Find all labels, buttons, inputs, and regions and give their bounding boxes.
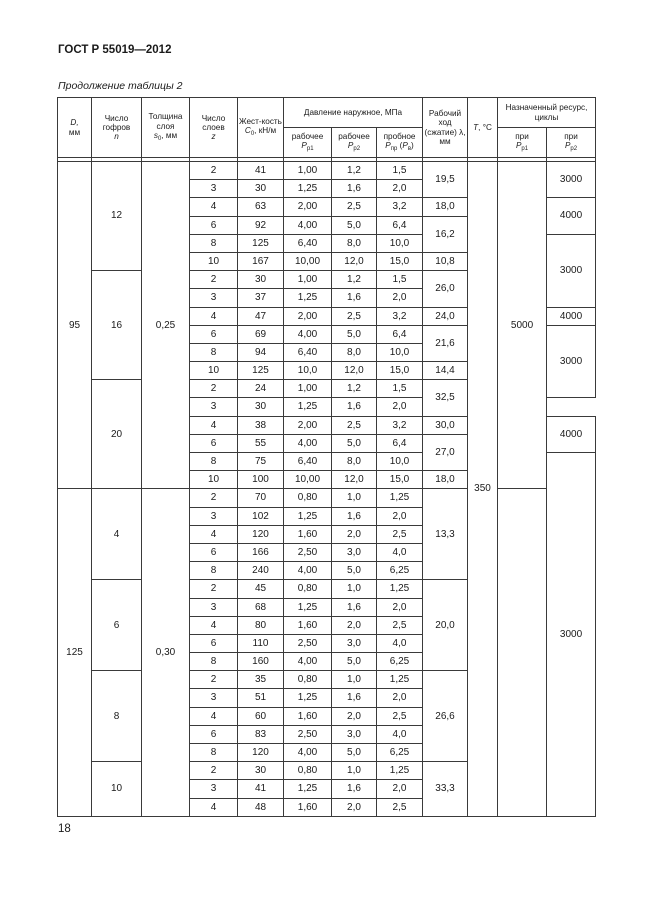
p1-cell: 0,80 bbox=[284, 671, 332, 689]
diameter-cell: 125 bbox=[58, 489, 92, 816]
ptest-cell: 15,0 bbox=[377, 471, 423, 489]
stiffness-cell: 37 bbox=[238, 289, 284, 307]
layers-cell: 3 bbox=[190, 780, 238, 798]
stroke-cell: 13,3 bbox=[423, 489, 468, 580]
layers-cell: 4 bbox=[190, 525, 238, 543]
p2-cell: 1,2 bbox=[332, 162, 377, 180]
stroke-cell: 33,3 bbox=[423, 762, 468, 817]
ptest-cell: 4,0 bbox=[377, 543, 423, 561]
ptest-cell: 10,0 bbox=[377, 234, 423, 252]
p1-cell: 6,40 bbox=[284, 234, 332, 252]
layers-cell: 10 bbox=[190, 471, 238, 489]
stroke-cell: 19,5 bbox=[423, 162, 468, 198]
p1-cell: 4,00 bbox=[284, 325, 332, 343]
layers-cell: 2 bbox=[190, 671, 238, 689]
stiffness-cell: 45 bbox=[238, 580, 284, 598]
ptest-cell: 3,2 bbox=[377, 307, 423, 325]
header-corrugations: Число гофров n bbox=[92, 98, 142, 158]
p1-cell: 10,00 bbox=[284, 252, 332, 270]
ptest-cell: 15,0 bbox=[377, 252, 423, 270]
document-standard: ГОСТ Р 55019—2012 bbox=[58, 44, 172, 56]
p1-cell: 2,00 bbox=[284, 198, 332, 216]
p2-cell: 2,5 bbox=[332, 307, 377, 325]
ptest-cell: 6,4 bbox=[377, 434, 423, 452]
p1-cell: 0,80 bbox=[284, 762, 332, 780]
layers-cell: 4 bbox=[190, 616, 238, 634]
p2-cell: 1,6 bbox=[332, 598, 377, 616]
spec-table bbox=[57, 97, 596, 817]
p2-cell: 2,0 bbox=[332, 616, 377, 634]
stiffness-cell: 35 bbox=[238, 671, 284, 689]
layers-cell: 8 bbox=[190, 562, 238, 580]
layers-cell: 4 bbox=[190, 307, 238, 325]
ptest-cell: 1,25 bbox=[377, 671, 423, 689]
layers-cell: 6 bbox=[190, 325, 238, 343]
p1-cell: 2,50 bbox=[284, 634, 332, 652]
layers-cell: 8 bbox=[190, 744, 238, 762]
stiffness-cell: 48 bbox=[238, 798, 284, 816]
p2-cell: 8,0 bbox=[332, 234, 377, 252]
stiffness-cell: 47 bbox=[238, 307, 284, 325]
p1-cell: 1,60 bbox=[284, 707, 332, 725]
layers-cell: 6 bbox=[190, 434, 238, 452]
corrugations-cell: 4 bbox=[92, 489, 142, 580]
stiffness-cell: 120 bbox=[238, 525, 284, 543]
layers-cell: 3 bbox=[190, 180, 238, 198]
life-p2-cell: 3000 bbox=[547, 325, 596, 398]
p1-cell: 4,00 bbox=[284, 744, 332, 762]
p2-cell: 5,0 bbox=[332, 216, 377, 234]
p1-cell: 1,60 bbox=[284, 616, 332, 634]
p2-cell: 1,0 bbox=[332, 671, 377, 689]
p2-cell: 2,5 bbox=[332, 416, 377, 434]
p2-cell: 8,0 bbox=[332, 343, 377, 361]
p2-cell: 5,0 bbox=[332, 653, 377, 671]
header-d: D, мм bbox=[58, 98, 92, 158]
p1-cell: 2,00 bbox=[284, 416, 332, 434]
layers-cell: 2 bbox=[190, 380, 238, 398]
layers-cell: 8 bbox=[190, 653, 238, 671]
corrugations-cell: 20 bbox=[92, 380, 142, 489]
ptest-cell: 3,2 bbox=[377, 198, 423, 216]
stiffness-cell: 51 bbox=[238, 689, 284, 707]
ptest-cell: 2,0 bbox=[377, 780, 423, 798]
life-p2-cell: 3000 bbox=[547, 162, 596, 198]
table-row bbox=[58, 162, 596, 180]
ptest-cell: 2,0 bbox=[377, 289, 423, 307]
ptest-cell: 1,25 bbox=[377, 762, 423, 780]
stiffness-cell: 167 bbox=[238, 252, 284, 270]
stiffness-cell: 70 bbox=[238, 489, 284, 507]
ptest-cell: 15,0 bbox=[377, 362, 423, 380]
header-life-p2: при $P_{р2}$ bbox=[547, 128, 596, 158]
p1-cell: 2,50 bbox=[284, 543, 332, 561]
stroke-cell: 20,0 bbox=[423, 580, 468, 671]
stroke-cell: 26,6 bbox=[423, 671, 468, 762]
ptest-cell: 2,0 bbox=[377, 180, 423, 198]
p2-cell: 2,0 bbox=[332, 798, 377, 816]
corrugations-cell: 6 bbox=[92, 580, 142, 671]
ptest-cell: 4,0 bbox=[377, 725, 423, 743]
layers-cell: 2 bbox=[190, 489, 238, 507]
p2-cell: 2,5 bbox=[332, 198, 377, 216]
p1-cell: 10,00 bbox=[284, 471, 332, 489]
p1-cell: 4,00 bbox=[284, 216, 332, 234]
life-p1-cell: 5000 bbox=[498, 162, 547, 489]
stiffness-cell: 75 bbox=[238, 453, 284, 471]
p2-cell: 1,6 bbox=[332, 780, 377, 798]
p1-cell: 1,25 bbox=[284, 180, 332, 198]
ptest-cell: 1,5 bbox=[377, 162, 423, 180]
p2-cell: 1,0 bbox=[332, 580, 377, 598]
layers-cell: 4 bbox=[190, 198, 238, 216]
corrugations-cell: 12 bbox=[92, 162, 142, 271]
stroke-cell: 10,8 bbox=[423, 252, 468, 270]
life-p2-cell: 4000 bbox=[547, 307, 596, 325]
p1-cell: 1,60 bbox=[284, 798, 332, 816]
layers-cell: 8 bbox=[190, 453, 238, 471]
layers-cell: 6 bbox=[190, 725, 238, 743]
ptest-cell: 2,0 bbox=[377, 398, 423, 416]
p1-cell: 2,00 bbox=[284, 307, 332, 325]
stiffness-cell: 160 bbox=[238, 653, 284, 671]
p2-cell: 1,6 bbox=[332, 289, 377, 307]
stroke-cell: 26,0 bbox=[423, 271, 468, 307]
stiffness-cell: 38 bbox=[238, 416, 284, 434]
layers-cell: 8 bbox=[190, 343, 238, 361]
ptest-cell: 2,0 bbox=[377, 689, 423, 707]
stiffness-cell: 110 bbox=[238, 634, 284, 652]
ptest-cell: 2,5 bbox=[377, 707, 423, 725]
ptest-cell: 1,5 bbox=[377, 380, 423, 398]
p2-cell: 3,0 bbox=[332, 634, 377, 652]
stiffness-cell: 125 bbox=[238, 362, 284, 380]
layers-cell: 2 bbox=[190, 762, 238, 780]
p2-cell: 8,0 bbox=[332, 453, 377, 471]
p2-cell: 1,0 bbox=[332, 489, 377, 507]
p1-cell: 4,00 bbox=[284, 653, 332, 671]
layers-cell: 4 bbox=[190, 416, 238, 434]
p2-cell: 1,6 bbox=[332, 689, 377, 707]
life-p2-cell: 4000 bbox=[547, 416, 596, 452]
p2-cell: 5,0 bbox=[332, 434, 377, 452]
ptest-cell: 6,4 bbox=[377, 216, 423, 234]
header-stroke: Рабочий ход (сжатие) λ, мм bbox=[423, 98, 468, 158]
layers-cell: 10 bbox=[190, 252, 238, 270]
p1-cell: 6,40 bbox=[284, 343, 332, 361]
corrugations-cell: 8 bbox=[92, 671, 142, 762]
stiffness-cell: 120 bbox=[238, 744, 284, 762]
stiffness-cell: 94 bbox=[238, 343, 284, 361]
ptest-cell: 6,4 bbox=[377, 325, 423, 343]
stiffness-cell: 55 bbox=[238, 434, 284, 452]
p1-cell: 1,25 bbox=[284, 780, 332, 798]
stiffness-cell: 166 bbox=[238, 543, 284, 561]
p1-cell: 0,80 bbox=[284, 580, 332, 598]
layers-cell: 3 bbox=[190, 289, 238, 307]
header-p-work-1: рабочее $P_{р1}$ bbox=[284, 128, 332, 158]
p1-cell: 0,80 bbox=[284, 489, 332, 507]
header-p-test: пробное $P_{пр}$ $(P_в)$ bbox=[377, 128, 423, 158]
p2-cell: 5,0 bbox=[332, 562, 377, 580]
stroke-cell: 21,6 bbox=[423, 325, 468, 361]
layers-cell: 10 bbox=[190, 362, 238, 380]
life-p2-cell: 3000 bbox=[547, 453, 596, 817]
corrugations-cell: 10 bbox=[92, 762, 142, 817]
p2-cell: 12,0 bbox=[332, 471, 377, 489]
stiffness-cell: 83 bbox=[238, 725, 284, 743]
p1-cell: 1,60 bbox=[284, 525, 332, 543]
ptest-cell: 2,5 bbox=[377, 798, 423, 816]
ptest-cell: 3,2 bbox=[377, 416, 423, 434]
stiffness-cell: 125 bbox=[238, 234, 284, 252]
p2-cell: 1,2 bbox=[332, 271, 377, 289]
stroke-cell: 16,2 bbox=[423, 216, 468, 252]
header-life-group: Назначенный ресурс, циклы bbox=[498, 98, 596, 128]
stiffness-cell: 92 bbox=[238, 216, 284, 234]
p2-cell: 5,0 bbox=[332, 325, 377, 343]
p2-cell: 3,0 bbox=[332, 725, 377, 743]
ptest-cell: 6,25 bbox=[377, 653, 423, 671]
stiffness-cell: 69 bbox=[238, 325, 284, 343]
stroke-cell: 32,5 bbox=[423, 380, 468, 416]
p1-cell: 10,0 bbox=[284, 362, 332, 380]
stroke-cell: 30,0 bbox=[423, 416, 468, 434]
p1-cell: 1,25 bbox=[284, 598, 332, 616]
p2-cell: 1,0 bbox=[332, 762, 377, 780]
p1-cell: 1,00 bbox=[284, 162, 332, 180]
p2-cell: 12,0 bbox=[332, 362, 377, 380]
layers-cell: 4 bbox=[190, 798, 238, 816]
p2-cell: 12,0 bbox=[332, 252, 377, 270]
ptest-cell: 4,0 bbox=[377, 634, 423, 652]
header-stiffness: Жест-кость $C_0$, кН/м bbox=[238, 98, 284, 158]
stiffness-cell: 30 bbox=[238, 271, 284, 289]
p1-cell: 1,25 bbox=[284, 398, 332, 416]
header-pressure-group: Давление наружное, МПа bbox=[284, 98, 423, 128]
p1-cell: 1,00 bbox=[284, 271, 332, 289]
stiffness-cell: 30 bbox=[238, 398, 284, 416]
layers-cell: 2 bbox=[190, 162, 238, 180]
layers-cell: 8 bbox=[190, 234, 238, 252]
stiffness-cell: 80 bbox=[238, 616, 284, 634]
layers-cell: 3 bbox=[190, 689, 238, 707]
header-thickness: Толщина слоя $s_0$, мм bbox=[142, 98, 190, 158]
layers-cell: 3 bbox=[190, 507, 238, 525]
header-temperature: T, °С bbox=[468, 98, 498, 158]
thickness-cell: 0,30 bbox=[142, 489, 190, 816]
ptest-cell: 2,0 bbox=[377, 598, 423, 616]
p1-cell: 1,25 bbox=[284, 507, 332, 525]
p2-cell: 1,6 bbox=[332, 398, 377, 416]
header-life-p1: при $P_{р1}$ bbox=[498, 128, 547, 158]
stiffness-cell: 30 bbox=[238, 180, 284, 198]
table-caption: Продолжение таблицы 2 bbox=[58, 80, 183, 92]
ptest-cell: 6,25 bbox=[377, 744, 423, 762]
p1-cell: 1,25 bbox=[284, 689, 332, 707]
layers-cell: 4 bbox=[190, 707, 238, 725]
stiffness-cell: 60 bbox=[238, 707, 284, 725]
layers-cell: 3 bbox=[190, 398, 238, 416]
p1-cell: 4,00 bbox=[284, 562, 332, 580]
stiffness-cell: 41 bbox=[238, 162, 284, 180]
ptest-cell: 1,25 bbox=[377, 580, 423, 598]
stroke-cell: 18,0 bbox=[423, 198, 468, 216]
thickness-cell: 0,25 bbox=[142, 162, 190, 489]
p1-cell: 1,25 bbox=[284, 289, 332, 307]
p1-cell: 1,00 bbox=[284, 380, 332, 398]
layers-cell: 6 bbox=[190, 543, 238, 561]
diameter-cell: 95 bbox=[58, 162, 92, 489]
p2-cell: 1,6 bbox=[332, 180, 377, 198]
ptest-cell: 1,5 bbox=[377, 271, 423, 289]
ptest-cell: 6,25 bbox=[377, 562, 423, 580]
life-p1-cell bbox=[498, 489, 547, 816]
p1-cell: 2,50 bbox=[284, 725, 332, 743]
ptest-cell: 2,5 bbox=[377, 525, 423, 543]
layers-cell: 6 bbox=[190, 216, 238, 234]
p2-cell: 1,6 bbox=[332, 507, 377, 525]
stiffness-cell: 41 bbox=[238, 780, 284, 798]
stiffness-cell: 100 bbox=[238, 471, 284, 489]
stroke-cell: 14,4 bbox=[423, 362, 468, 380]
p2-cell: 2,0 bbox=[332, 707, 377, 725]
corrugations-cell: 16 bbox=[92, 271, 142, 380]
ptest-cell: 10,0 bbox=[377, 453, 423, 471]
p1-cell: 4,00 bbox=[284, 434, 332, 452]
stiffness-cell: 63 bbox=[238, 198, 284, 216]
header-layers: Число слоев z bbox=[190, 98, 238, 158]
layers-cell: 2 bbox=[190, 271, 238, 289]
ptest-cell: 2,5 bbox=[377, 616, 423, 634]
stroke-cell: 24,0 bbox=[423, 307, 468, 325]
life-p2-cell: 4000 bbox=[547, 198, 596, 234]
p2-cell: 2,0 bbox=[332, 525, 377, 543]
table-row bbox=[58, 489, 596, 507]
stroke-cell: 18,0 bbox=[423, 471, 468, 489]
p2-cell: 1,2 bbox=[332, 380, 377, 398]
p1-cell: 6,40 bbox=[284, 453, 332, 471]
temperature-cell: 350 bbox=[468, 162, 498, 817]
stiffness-cell: 24 bbox=[238, 380, 284, 398]
p2-cell: 3,0 bbox=[332, 543, 377, 561]
life-p2-cell: 3000 bbox=[547, 234, 596, 307]
header-p-work-2: рабочее $P_{р2}$ bbox=[332, 128, 377, 158]
page-number: 18 bbox=[58, 823, 71, 835]
stiffness-cell: 68 bbox=[238, 598, 284, 616]
p2-cell: 5,0 bbox=[332, 744, 377, 762]
stroke-cell: 27,0 bbox=[423, 434, 468, 470]
ptest-cell: 2,0 bbox=[377, 507, 423, 525]
stiffness-cell: 30 bbox=[238, 762, 284, 780]
ptest-cell: 10,0 bbox=[377, 343, 423, 361]
layers-cell: 6 bbox=[190, 634, 238, 652]
ptest-cell: 1,25 bbox=[377, 489, 423, 507]
layers-cell: 3 bbox=[190, 598, 238, 616]
stiffness-cell: 240 bbox=[238, 562, 284, 580]
stiffness-cell: 102 bbox=[238, 507, 284, 525]
layers-cell: 2 bbox=[190, 580, 238, 598]
